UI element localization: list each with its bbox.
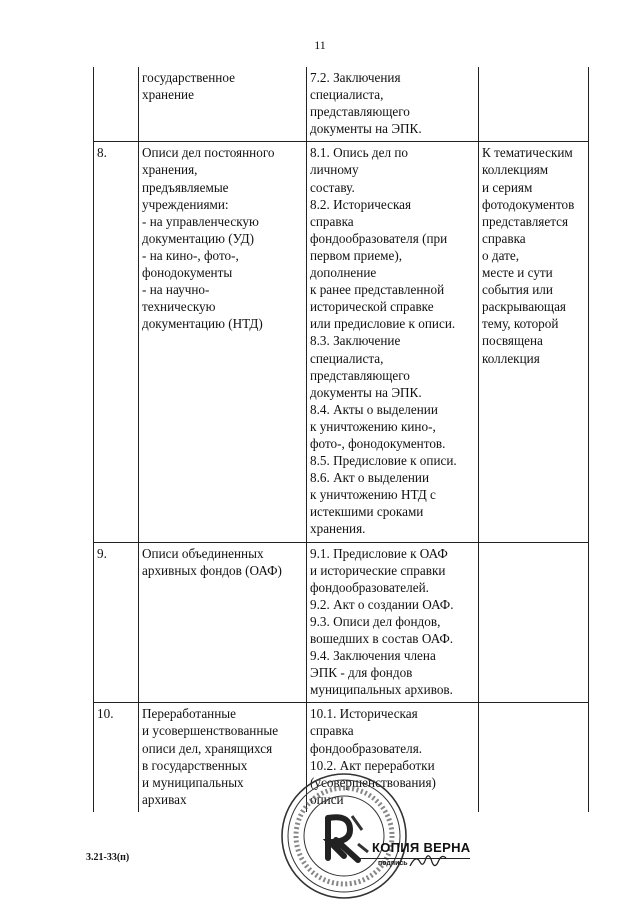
accompanying-documents: 7.2. Заключения специалиста, представляющего документы на ЭПК. xyxy=(307,67,479,142)
document-code: 3.21-33(п) xyxy=(86,852,130,863)
table-row xyxy=(94,142,589,542)
accompanying-documents: 9.1. Предисловие к ОАФ и исторические справки фондообразователей. 9.2. Акт о создании ОАФ. 9.3. Описи дел фондов, вошедших в состав ОАФ. 9.4. Заключения члена ЭПК - для фондов муниципальных архивов. xyxy=(307,542,479,703)
document-type: Описи дел постоянного хранения, предъявляемые учреждениями: - на управленческую документацию (УД) - на кино-, фото-, фонодокументы - на научно- техническую документацию (НТД) xyxy=(139,142,307,542)
round-seal-icon xyxy=(278,770,410,902)
row-number xyxy=(94,67,139,142)
accompanying-documents: 10.1. Историческая справка фондообразователя. 10.2. Акт переработки (усовершенствования) описи xyxy=(307,703,479,812)
table-row xyxy=(94,67,589,142)
note xyxy=(479,542,589,703)
page-number: 11 xyxy=(314,38,326,52)
note xyxy=(479,703,589,812)
note xyxy=(479,67,589,142)
table-row xyxy=(94,542,589,703)
document-type: Переработанные и усовершенствованные описи дел, хранящихся в государственных и муниципальных архивах xyxy=(139,703,307,812)
row-number: 10. xyxy=(94,703,139,812)
document-type: Описи объединенных архивных фондов (ОАФ) xyxy=(139,542,307,703)
signature-icon xyxy=(408,848,448,874)
row-number: 8. xyxy=(94,142,139,542)
document-table xyxy=(93,67,589,812)
document-type: государственное хранение xyxy=(139,67,307,142)
note: К тематическим коллекциям и сериям фотодокументов представляется справка о дате, месте и сути события или раскрывающая тему, которой посвящена коллекция xyxy=(479,142,589,542)
signature-label: подпись xyxy=(378,860,408,867)
accompanying-documents: 8.1. Опись дел по личному составу. 8.2. Историческая справка фондообразователя (при первом приеме), дополнение к ранее представленной исторической справке или предисловие к описи. 8.3. Заключение специалиста, представляющего документы на ЭПК. 8.4. Акты о выделении к уничтожению кино-, фото-, фонодокументов. 8.5. Предисловие к описи. 8.6. Акт о выделении к уничтожению НТД с истекшими сроками хранения. xyxy=(307,142,479,542)
copy-certified-stamp: КОПИЯ ВЕРНА xyxy=(372,840,471,855)
row-number: 9. xyxy=(94,542,139,703)
